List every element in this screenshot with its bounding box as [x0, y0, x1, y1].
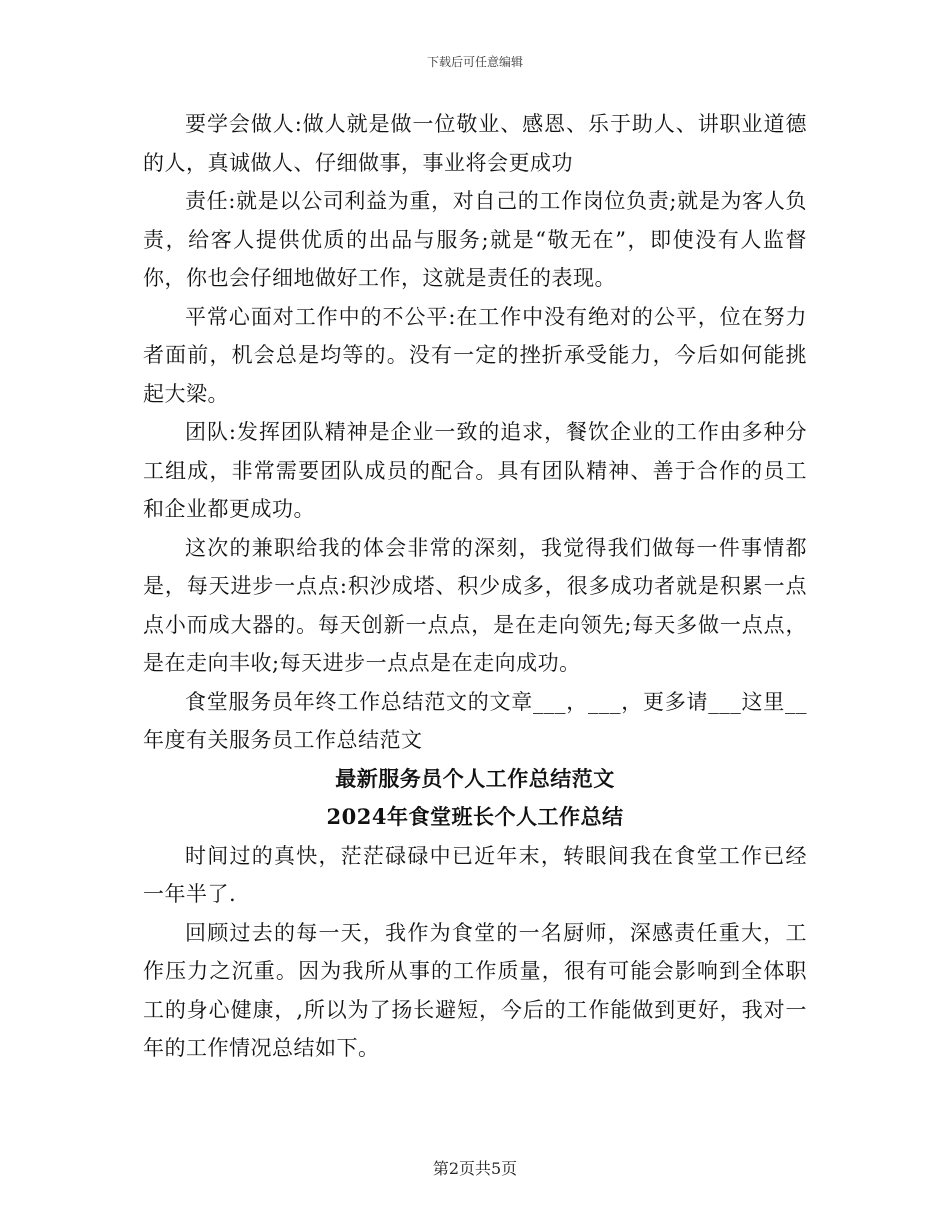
- paragraph: 时间过的真快，茫茫碌碌中已近年末，转眼间我在食堂工作已经一年半了.: [143, 843, 807, 906]
- paragraph: 团队:发挥团队精神是企业一致的追求，餐饮企业的工作由多种分工组成，非常需要团队成员的配合。具有团队精神、善于合作的员工和企业都更成功。: [143, 420, 807, 521]
- section-heading: 最新服务员个人工作总结范文: [335, 765, 615, 791]
- document-body: [143, 105, 807, 1068]
- page-number-footer: 第2页共5页: [432, 1159, 518, 1178]
- paragraph: 这次的兼职给我的体会非常的深刻，我觉得我们做每一件事情都是，每天进步一点点:积沙成塔、积少成多，很多成功者就是积累一点点小而成大器的。每天创新一点点，是在走向领先;每天多做一点点，是在走向丰收;每天进步一点点是在走向成功。: [143, 535, 807, 675]
- paragraph: 要学会做人:做人就是做一位敬业、感恩、乐于助人、讲职业道德的人，真诚做人、仔细做事，事业将会更成功: [143, 112, 807, 175]
- paragraph: 责任:就是以公司利益为重，对自己的工作岗位负责;就是为客人负责，给客人提供优质的出品与服务;就是“敬无在”，即使没有人监督你，你也会仔细地做好工作，这就是责任的表现。: [143, 189, 807, 290]
- paragraph: 回顾过去的每一天，我作为食堂的一名厨师，深感责任重大，工作压力之沉重。因为我所从事的工作质量，很有可能会影响到全体职工的身心健康，,所以为了扬长避短，今后的工作能做到更好，我对一年的工作情况总结如下。: [143, 920, 807, 1060]
- section-heading: 2024年食堂班长个人工作总结: [326, 804, 624, 829]
- paragraph: 平常心面对工作中的不公平:在工作中没有绝对的公平，位在努力者面前，机会总是均等的。没有一定的挫折承受能力，今后如何能挑起大梁。: [143, 304, 807, 406]
- paragraph: 食堂服务员年终工作总结范文的文章___，___，更多请___这里__年度有关服务员工作总结范文: [143, 689, 807, 752]
- header-note: 下载后可任意编辑: [426, 55, 523, 69]
